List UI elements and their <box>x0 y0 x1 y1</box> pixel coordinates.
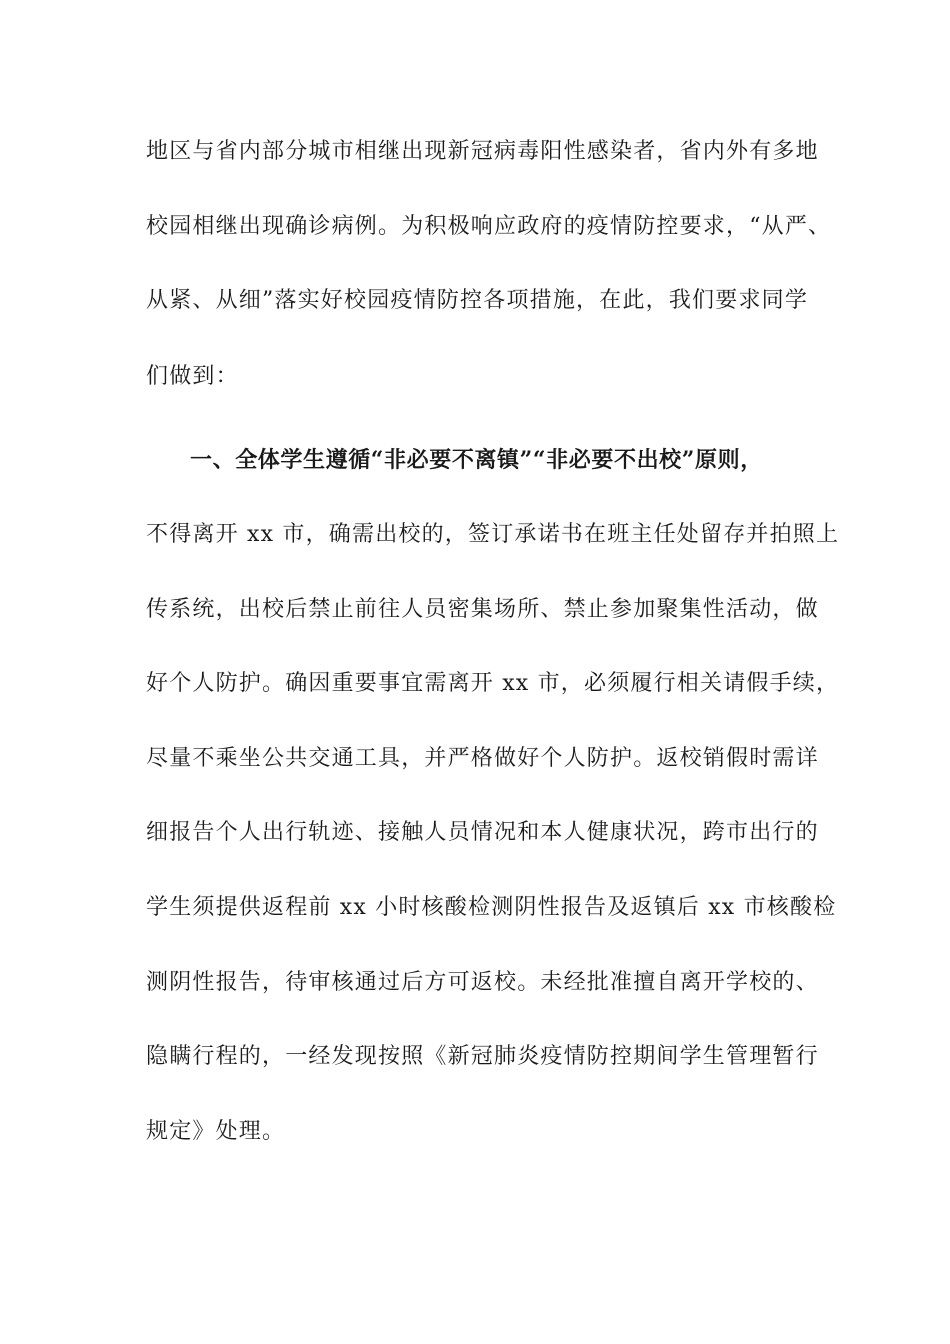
paragraph-2-line-5: 细报告个人出行轨迹、接触人员情况和本人健康状况，跨市出行的 <box>146 820 819 845</box>
paragraph-2-line-1: 不得离开 xx 市，确需出校的，签订承诺书在班主任处留存并拍照上 <box>146 522 840 547</box>
paragraph-1-line-2: 校园相继出现确诊病例。为积极响应政府的疫情防控要求，“从严、 <box>146 214 832 239</box>
paragraph-2-line-3: 好个人防护。确因重要事宜需离开 xx 市，必须履行相关请假手续， <box>146 671 840 696</box>
paragraph-1-line-4: 们做到： <box>146 364 239 389</box>
paragraph-1-line-3: 从紧、从细”落实好校园疫情防控各项措施，在此，我们要求同学 <box>146 288 809 313</box>
section-heading: 一、全体学生遵循“非必要不离镇”“非必要不出校”原则， <box>190 447 763 473</box>
paragraph-2-line-2: 传系统，出校后禁止前往人员密集场所、禁止参加聚集性活动，做 <box>146 597 819 622</box>
paragraph-2-line-9: 规定》处理。 <box>146 1119 286 1144</box>
paragraph-2-line-7: 测阴性报告，待审核通过后方可返校。未经批准擅自离开学校的、 <box>146 970 819 995</box>
paragraph-2-line-4: 尽量不乘坐公共交通工具，并严格做好个人防护。返校销假时需详 <box>146 746 819 771</box>
paragraph-2-line-6: 学生须提供返程前 xx 小时核酸检测阴性报告及返镇后 xx 市核酸检 <box>146 895 837 920</box>
paragraph-1-line-1: 地区与省内部分城市相继出现新冠病毒阳性感染者，省内外有多地 <box>146 139 819 164</box>
paragraph-2-line-8: 隐瞒行程的，一经发现按照《新冠肺炎疫情防控期间学生管理暂行 <box>146 1044 819 1069</box>
